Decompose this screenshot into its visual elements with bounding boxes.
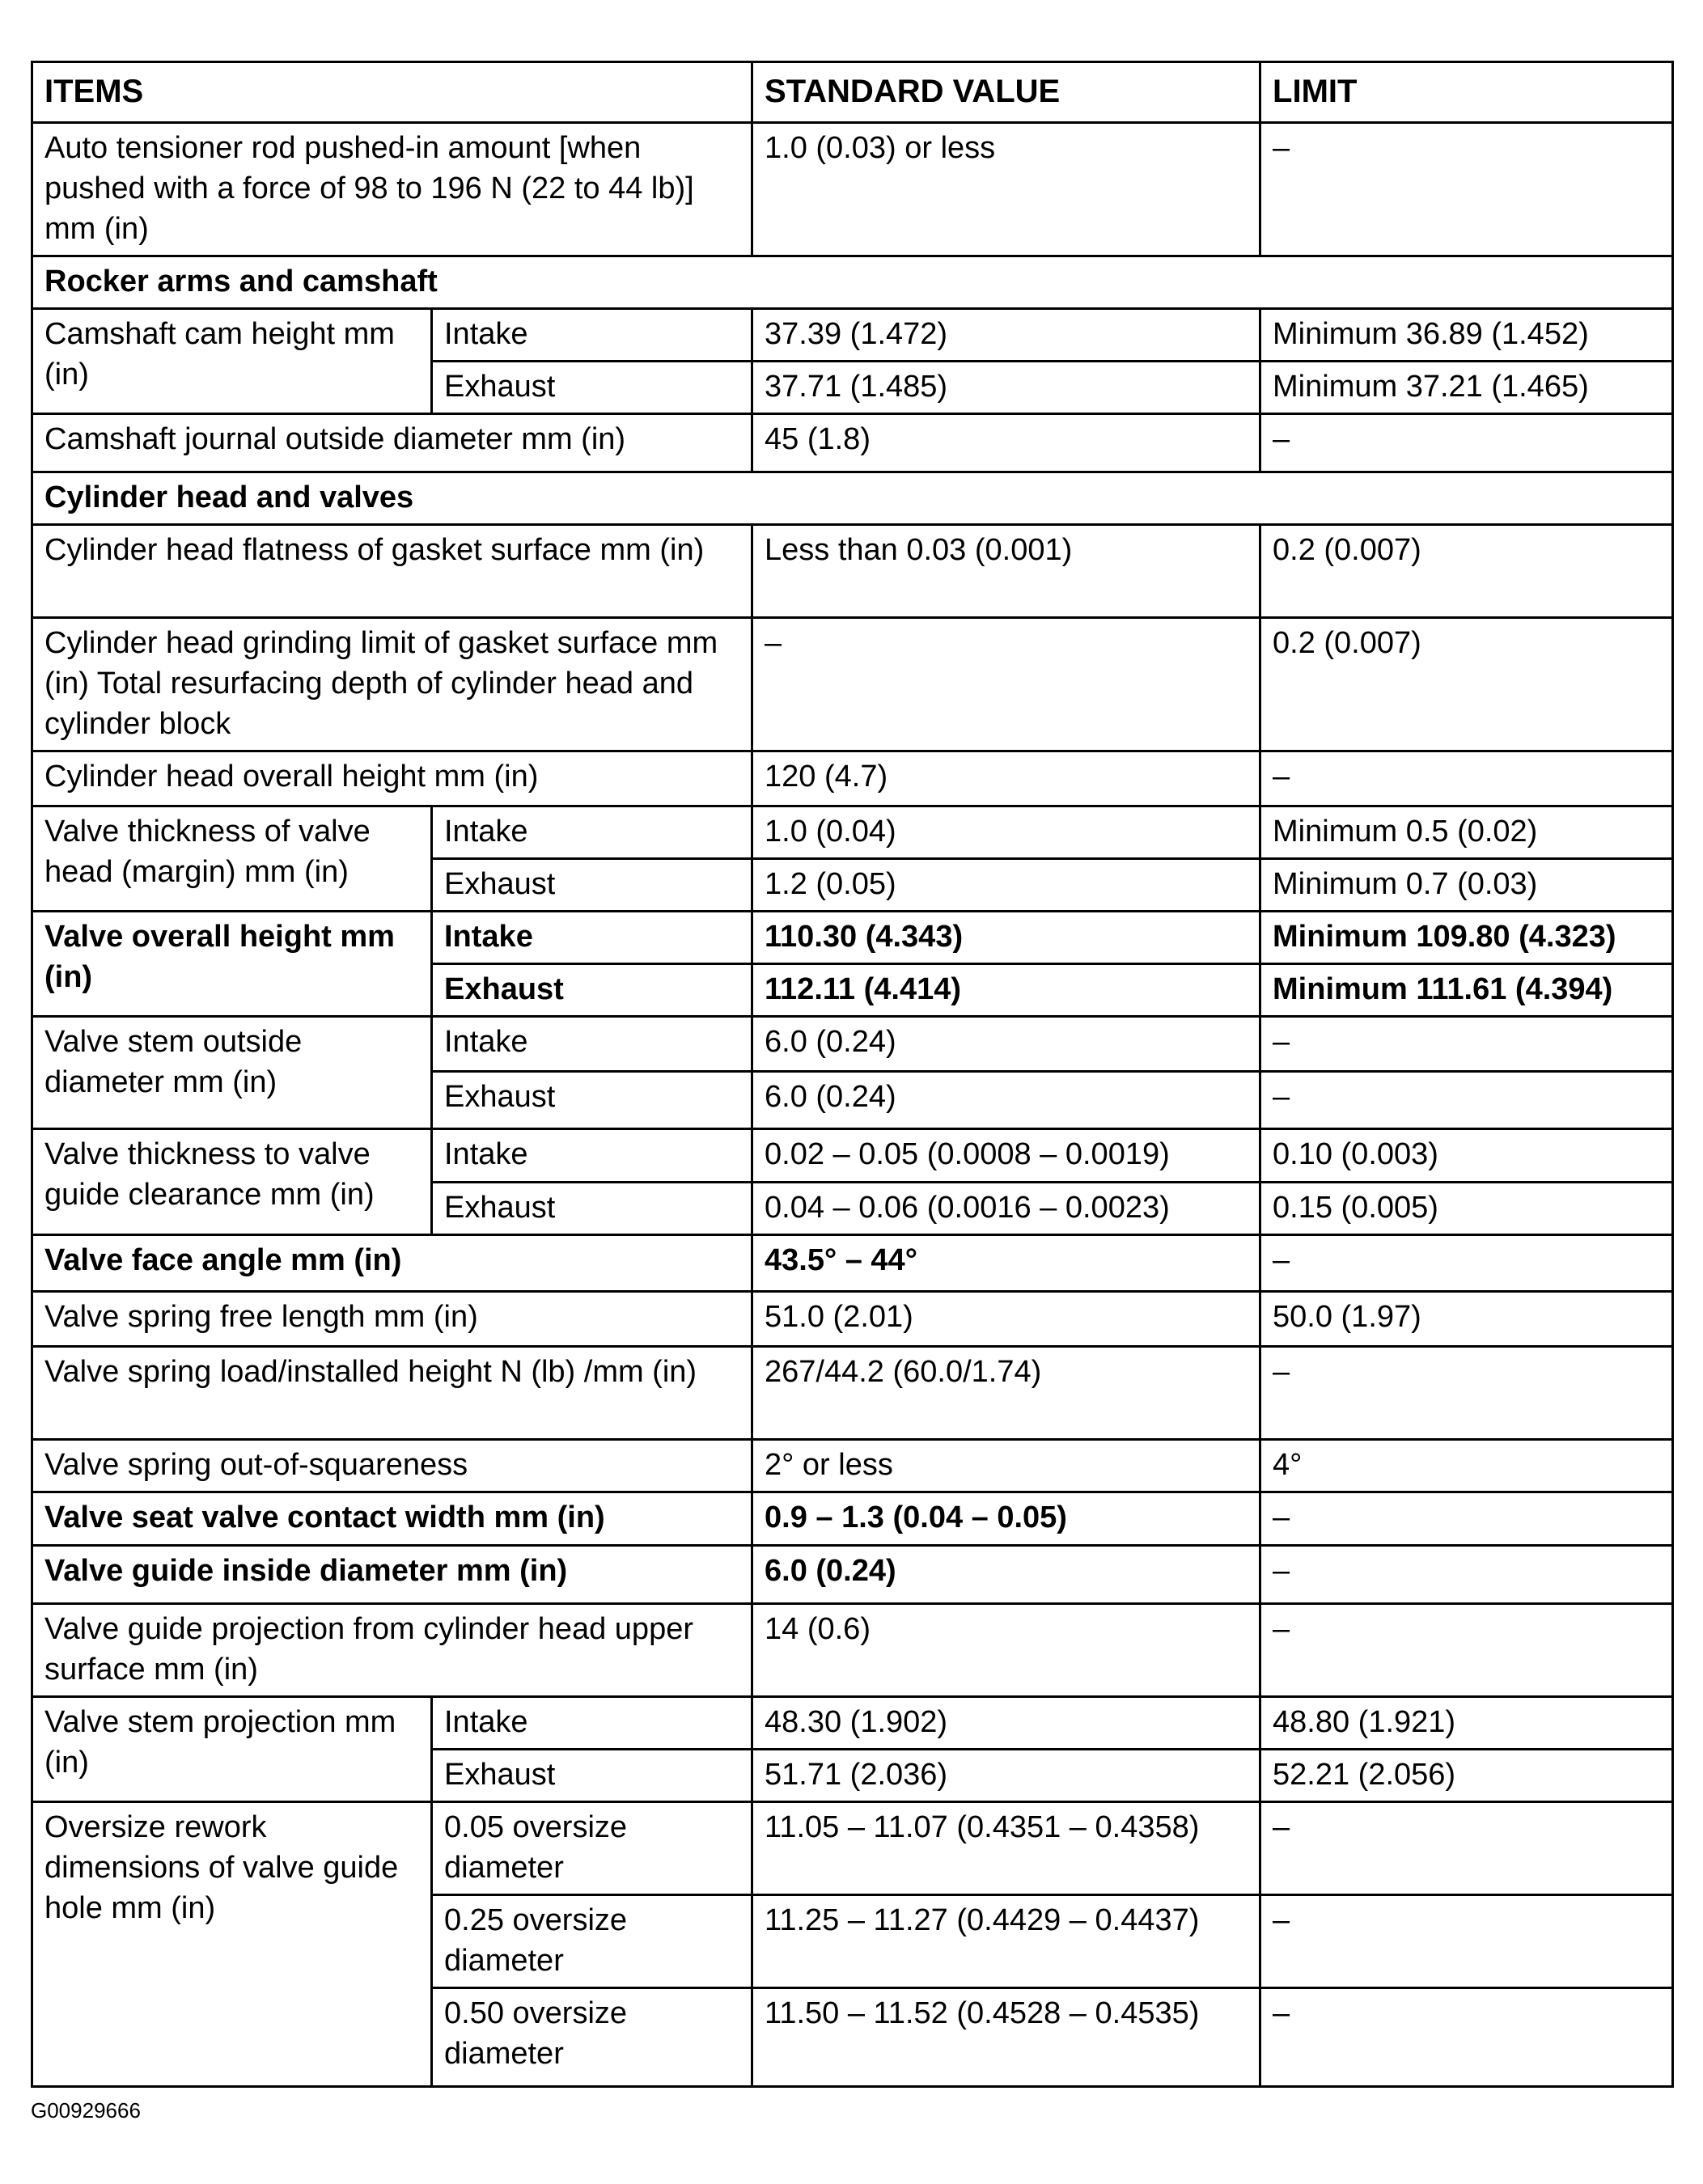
sub-item-cell: Exhaust bbox=[432, 1183, 752, 1235]
standard-cell: 11.05 – 11.07 (0.4351 – 0.4358) bbox=[752, 1802, 1260, 1895]
limit-cell: Minimum 0.5 (0.02) bbox=[1260, 806, 1673, 859]
limit-cell: – bbox=[1260, 1492, 1673, 1546]
standard-cell: 0.04 – 0.06 (0.0016 – 0.0023) bbox=[752, 1183, 1260, 1235]
standard-cell: 14 (0.6) bbox=[752, 1604, 1260, 1697]
section-title: Rocker arms and camshaft bbox=[32, 256, 1673, 309]
table-row bbox=[32, 414, 1673, 472]
table-header-row bbox=[32, 62, 1673, 123]
item-cell: Valve guide inside diameter mm (in) bbox=[32, 1546, 752, 1604]
table-row bbox=[32, 1129, 1673, 1183]
item-cell: Camshaft journal outside diameter mm (in) bbox=[32, 414, 752, 472]
table-row bbox=[32, 1017, 1673, 1072]
limit-cell: – bbox=[1260, 1802, 1673, 1895]
limit-cell: 0.2 (0.007) bbox=[1260, 618, 1673, 751]
sub-item-cell: Exhaust bbox=[432, 1072, 752, 1129]
table-row bbox=[32, 525, 1673, 618]
standard-cell: 0.02 – 0.05 (0.0008 – 0.0019) bbox=[752, 1129, 1260, 1183]
sub-item-cell: Exhaust bbox=[432, 1750, 752, 1802]
limit-cell: – bbox=[1260, 751, 1673, 806]
standard-cell: 45 (1.8) bbox=[752, 414, 1260, 472]
item-cell: Valve stem projection mm (in) bbox=[32, 1697, 432, 1802]
sub-item-cell: Intake bbox=[432, 1697, 752, 1750]
sub-item-cell: Exhaust bbox=[432, 859, 752, 912]
item-cell: Valve face angle mm (in) bbox=[32, 1235, 752, 1292]
standard-cell: 48.30 (1.902) bbox=[752, 1697, 1260, 1750]
limit-cell: 0.2 (0.007) bbox=[1260, 525, 1673, 618]
sub-item-cell: Intake bbox=[432, 1017, 752, 1072]
limit-cell: – bbox=[1260, 1546, 1673, 1604]
item-cell: Valve spring out-of-squareness bbox=[32, 1440, 752, 1492]
limit-cell: 52.21 (2.056) bbox=[1260, 1750, 1673, 1802]
header-items: ITEMS bbox=[32, 62, 752, 123]
limit-cell: Minimum 0.7 (0.03) bbox=[1260, 859, 1673, 912]
sub-item-cell: Intake bbox=[432, 806, 752, 859]
standard-cell: 43.5° – 44° bbox=[752, 1235, 1260, 1292]
table-row bbox=[32, 1440, 1673, 1492]
standard-cell: 6.0 (0.24) bbox=[752, 1072, 1260, 1129]
item-cell: Valve overall height mm (in) bbox=[32, 912, 432, 1017]
item-cell: Valve thickness of valve head (margin) mm (in) bbox=[32, 806, 432, 912]
standard-cell: 51.71 (2.036) bbox=[752, 1750, 1260, 1802]
table-row bbox=[32, 751, 1673, 806]
limit-cell: – bbox=[1260, 1347, 1673, 1440]
table-row bbox=[32, 123, 1673, 256]
limit-cell: 4° bbox=[1260, 1440, 1673, 1492]
table-row bbox=[32, 912, 1673, 964]
limit-cell: – bbox=[1260, 1072, 1673, 1129]
standard-cell: 0.9 – 1.3 (0.04 – 0.05) bbox=[752, 1492, 1260, 1546]
sub-item-cell: Intake bbox=[432, 1129, 752, 1183]
table-row bbox=[32, 1802, 1673, 1895]
item-cell: Oversize rework dimensions of valve guide hole mm (in) bbox=[32, 1802, 432, 2087]
standard-cell: – bbox=[752, 618, 1260, 751]
table-row bbox=[32, 1347, 1673, 1440]
limit-cell: 48.80 (1.921) bbox=[1260, 1697, 1673, 1750]
standard-cell: Less than 0.03 (0.001) bbox=[752, 525, 1260, 618]
standard-cell: 51.0 (2.01) bbox=[752, 1292, 1260, 1347]
standard-cell: 2° or less bbox=[752, 1440, 1260, 1492]
item-cell: Valve guide projection from cylinder head upper surface mm (in) bbox=[32, 1604, 752, 1697]
item-cell: Valve thickness to valve guide clearance mm (in) bbox=[32, 1129, 432, 1235]
table-row bbox=[32, 309, 1673, 362]
limit-cell: – bbox=[1260, 1017, 1673, 1072]
item-cell: Valve spring load/installed height N (lb) /mm (in) bbox=[32, 1347, 752, 1440]
limit-cell: Minimum 36.89 (1.452) bbox=[1260, 309, 1673, 362]
standard-cell: 6.0 (0.24) bbox=[752, 1546, 1260, 1604]
standard-cell: 37.39 (1.472) bbox=[752, 309, 1260, 362]
standard-cell: 37.71 (1.485) bbox=[752, 362, 1260, 414]
standard-cell: 1.0 (0.03) or less bbox=[752, 123, 1260, 256]
sub-item-cell: 0.50 oversize diameter bbox=[432, 1988, 752, 2087]
section-row bbox=[32, 256, 1673, 309]
limit-cell: Minimum 37.21 (1.465) bbox=[1260, 362, 1673, 414]
standard-cell: 1.0 (0.04) bbox=[752, 806, 1260, 859]
item-cell: Cylinder head grinding limit of gasket surface mm (in) Total resurfacing depth of cylinder head and cylinder block bbox=[32, 618, 752, 751]
figure-id: G00929666 bbox=[31, 2098, 141, 2123]
limit-cell: – bbox=[1260, 414, 1673, 472]
standard-cell: 112.11 (4.414) bbox=[752, 964, 1260, 1017]
standard-cell: 11.25 – 11.27 (0.4429 – 0.4437) bbox=[752, 1895, 1260, 1988]
item-cell: Cylinder head overall height mm (in) bbox=[32, 751, 752, 806]
header-limit: LIMIT bbox=[1260, 62, 1673, 123]
standard-cell: 11.50 – 11.52 (0.4528 – 0.4535) bbox=[752, 1988, 1260, 2087]
item-cell: Valve stem outside diameter mm (in) bbox=[32, 1017, 432, 1129]
table-row bbox=[32, 1697, 1673, 1750]
limit-cell: 0.15 (0.005) bbox=[1260, 1183, 1673, 1235]
sub-item-cell: Intake bbox=[432, 912, 752, 964]
limit-cell: – bbox=[1260, 1235, 1673, 1292]
item-cell: Auto tensioner rod pushed-in amount [when pushed with a force of 98 to 196 N (22 to 44 lb)] mm (in) bbox=[32, 123, 752, 256]
item-cell: Valve spring free length mm (in) bbox=[32, 1292, 752, 1347]
item-cell: Camshaft cam height mm (in) bbox=[32, 309, 432, 414]
limit-cell: – bbox=[1260, 1604, 1673, 1697]
sub-item-cell: 0.25 oversize diameter bbox=[432, 1895, 752, 1988]
standard-cell: 6.0 (0.24) bbox=[752, 1017, 1260, 1072]
item-cell: Valve seat valve contact width mm (in) bbox=[32, 1492, 752, 1546]
standard-cell: 1.2 (0.05) bbox=[752, 859, 1260, 912]
spec-table bbox=[31, 61, 1674, 2088]
table-row bbox=[32, 1292, 1673, 1347]
header-standard-value: STANDARD VALUE bbox=[752, 62, 1260, 123]
standard-cell: 110.30 (4.343) bbox=[752, 912, 1260, 964]
sub-item-cell: Exhaust bbox=[432, 362, 752, 414]
sub-item-cell: 0.05 oversize diameter bbox=[432, 1802, 752, 1895]
sub-item-cell: Intake bbox=[432, 309, 752, 362]
item-cell: Cylinder head flatness of gasket surface mm (in) bbox=[32, 525, 752, 618]
limit-cell: Minimum 111.61 (4.394) bbox=[1260, 964, 1673, 1017]
table-row bbox=[32, 1546, 1673, 1604]
limit-cell: 0.10 (0.003) bbox=[1260, 1129, 1673, 1183]
limit-cell: 50.0 (1.97) bbox=[1260, 1292, 1673, 1347]
limit-cell: – bbox=[1260, 1988, 1673, 2087]
table-row bbox=[32, 618, 1673, 751]
table-row bbox=[32, 1235, 1673, 1292]
standard-cell: 120 (4.7) bbox=[752, 751, 1260, 806]
table-row bbox=[32, 1492, 1673, 1546]
sub-item-cell: Exhaust bbox=[432, 964, 752, 1017]
table-row bbox=[32, 806, 1673, 859]
limit-cell: Minimum 109.80 (4.323) bbox=[1260, 912, 1673, 964]
limit-cell: – bbox=[1260, 1895, 1673, 1988]
section-title: Cylinder head and valves bbox=[32, 472, 1673, 525]
standard-cell: 267/44.2 (60.0/1.74) bbox=[752, 1347, 1260, 1440]
limit-cell: – bbox=[1260, 123, 1673, 256]
table-row bbox=[32, 1604, 1673, 1697]
section-row bbox=[32, 472, 1673, 525]
